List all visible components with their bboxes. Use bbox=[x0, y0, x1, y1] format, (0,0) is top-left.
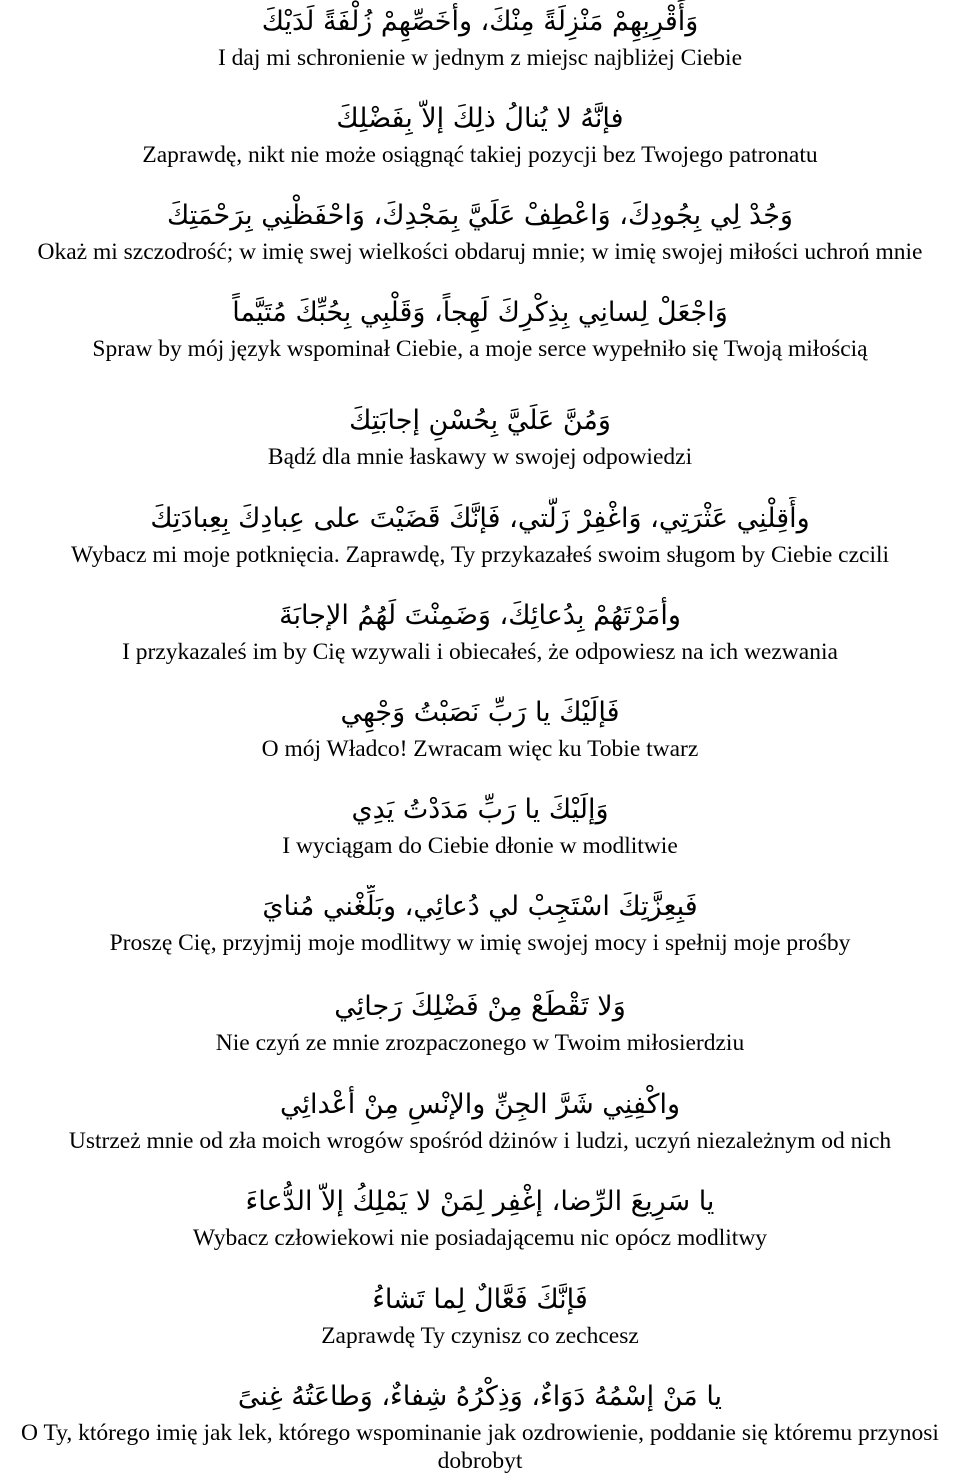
verse-4 bbox=[0, 291, 960, 363]
arabic-line: يا سَرِيعَ الرِّضا، إغْفِر لِمَنْ لا يَمْلِكُ إلاّ الدُّعاءَ bbox=[245, 1186, 715, 1217]
polish-translation: Zaprawdę, nikt nie może osiągnąć takiej pozycji bez Twojego patronatu bbox=[142, 142, 818, 168]
arabic-line: يا مَنْ إسْمُهُ دَوَاءٌ، وَذِكْرُهُ شِفاءٌ، وَطاعَتُهُ غِنىً bbox=[237, 1381, 723, 1412]
arabic-line: فَإنَّكَ فَعَّالٌ لِما تَشاءُ bbox=[372, 1284, 588, 1315]
arabic-line: وَلا تَقْطَعْ مِنْ فَضْلِكَ رَجائِي bbox=[334, 991, 626, 1022]
arabic-line: وأَقِلْنِي عَثْرَتِي، وَاغْفِرْ زَلَّتي، فَإنَّكَ قَضَيْتَ على عِبادِكَ بِعِبادَتِكَ bbox=[150, 503, 810, 534]
verse-8 bbox=[0, 691, 960, 763]
arabic-line: وَاجْعَلْ لِسانِي بِذِكْرِكَ لَهِجاً، وَقَلْبِي بِحُبِّكَ مُتَيَّماً bbox=[232, 297, 728, 328]
polish-translation: I wyciągam do Ciebie dłonie w modlitwie bbox=[282, 833, 678, 859]
polish-translation: Bądź dla mnie łaskawy w swojej odpowiedzi bbox=[267, 444, 693, 470]
verse-13 bbox=[0, 1180, 960, 1252]
verse-3 bbox=[0, 194, 960, 266]
arabic-line: وَمُنَّ عَلَيَّ بِحُسْنِ إجابَتِكَ bbox=[349, 405, 611, 436]
arabic-line: وَأَقْرِبِهِمْ مَنْزِلَةً مِنْكَ، وأخَصِّهِمْ زُلْفَةً لَدَيْكَ bbox=[261, 6, 699, 37]
arabic-line: وَإلَيْكَ يا رَبِّ مَدَدْتُ يَدِي bbox=[351, 794, 609, 825]
polish-translation: Wybacz człowiekowi nie posiadającemu nic opócz modlitwy bbox=[192, 1225, 768, 1251]
arabic-line: فَبِعِزَّتِكَ اسْتَجِبْ لي دُعائِي، وبَلِّغْني مُنايَ bbox=[262, 891, 698, 922]
arabic-line: فإنَّهُ لا يُنالُ ذلِكَ إلاّ بِفَضْلِكَ bbox=[336, 103, 624, 134]
arabic-line: وأمَرْتَهُمْ بِدُعائِكَ، وَضَمِنْتَ لَهُمُ الإجابَةَ bbox=[279, 600, 681, 631]
arabic-line: فَإلَيْكَ يا رَبِّ نَصَبْتُ وَجْهِي bbox=[340, 697, 620, 728]
polish-translation: Spraw by mój język wspominał Ciebie, a moje serce wypełniło się Twoją miłością bbox=[92, 336, 868, 362]
polish-translation: Ustrzeż mnie od zła moich wrogów spośród dżinów i ludzi, uczyń niezależnym od nich bbox=[68, 1128, 892, 1154]
polish-translation: Wybacz mi moje potknięcia. Zaprawdę, Ty przykazałeś swoim sługom by Ciebie czcili bbox=[70, 542, 890, 568]
polish-translation: I przykazaleś im by Cię wzywali i obiecałeś, że odpowiesz na ich wezwania bbox=[122, 639, 838, 665]
verse-6 bbox=[0, 497, 960, 569]
verse-1 bbox=[0, 0, 960, 72]
polish-translation: Proszę Cię, przyjmij moje modlitwy w imię swojej mocy i spełnij moje prośby bbox=[109, 930, 851, 956]
arabic-line: وَجُدْ لِي بِجُودِكَ، وَاعْطِفْ عَلَيَّ بِمَجْدِكَ، وَاحْفَظْنِي بِرَحْمَتِكَ bbox=[167, 200, 793, 231]
arabic-line: واكْفِنِي شَرَّ الجِنِّ والإنْسِ مِنْ أعْدائِي bbox=[279, 1089, 681, 1120]
verse-7 bbox=[0, 594, 960, 666]
verse-15 bbox=[0, 1375, 960, 1475]
verse-12 bbox=[0, 1083, 960, 1155]
verse-5 bbox=[0, 399, 960, 471]
verse-2 bbox=[0, 97, 960, 169]
verse-10 bbox=[0, 885, 960, 957]
polish-translation: O Ty, którego imię jak lek, którego wspominanie jak ozdrowienie, poddanie się któremu przynosi dobrobyt bbox=[21, 1420, 939, 1474]
polish-translation: Zaprawdę Ty czynisz co zechcesz bbox=[321, 1323, 639, 1349]
verse-11 bbox=[0, 985, 960, 1057]
polish-translation: Nie czyń ze mnie zrozpaczonego w Twoim miłosierdziu bbox=[215, 1030, 745, 1056]
verse-9 bbox=[0, 788, 960, 860]
polish-translation: O mój Władco! Zwracam więc ku Tobie twarz bbox=[261, 736, 699, 762]
polish-translation: I daj mi schronienie w jednym z miejsc najbliżej Ciebie bbox=[217, 45, 743, 71]
polish-translation: Okaż mi szczodrość; w imię swej wielkości obdaruj mnie; w imię swojej miłości uchroń mnie bbox=[37, 239, 923, 265]
verse-14 bbox=[0, 1278, 960, 1350]
